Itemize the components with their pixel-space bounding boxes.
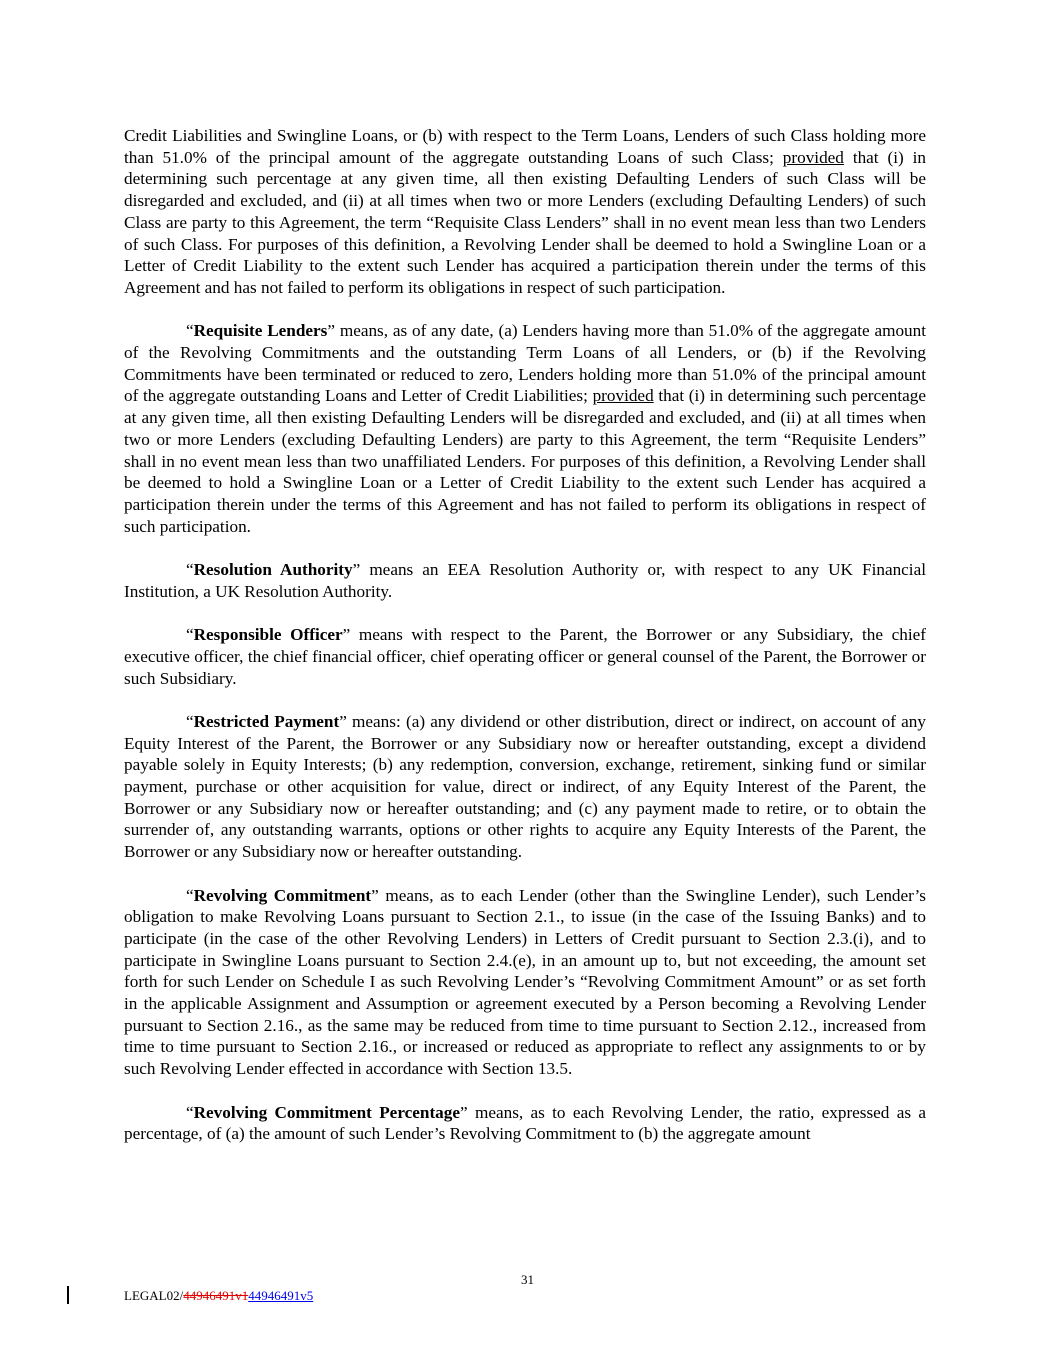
paragraph-text: that (i) in determining such percentage at any given time, all then existing Defaulting Lenders of such Class will be disregarded and excluded, and (ii) at all times when two or more Lenders (excluding Defaulting Lenders) of such Class are party to this Agreement, the term “Requisite Class Lenders” shall in no event mean less than two Lenders of such Class. For purposes of this definition, a Revolving Lender shall be deemed to hold a Swingline Loan or a Letter of Credit Liability to the extent such Lender has acquired a participation therein under the terms of this Agreement and has not failed to perform its obligations in respect of such participation. (124, 147, 926, 297)
paragraph-text: means, as to each Lender (other than the Swingline Lender), such Lender’s obligation to make Revolving Loans pursuant to Section 2.1., to issue (in the case of the Issuing Banks) and to participate (in the case of the other Revolving Lenders) in Letters of Credit pursuant to Section 2.3.(i), and to participate in Swingline Loans pursuant to Section 2.4.(e), in an amount up to, but not exceeding, the amount set forth for such Lender on Schedule I as such Revolving Lender’s “Revolving Commitment Amount” or as set forth in the applicable Assignment and Assumption or agreement executed by a Person becoming a Revolving Lender pursuant to Section 2.16., as the same may be reduced from time to time pursuant to Section 2.12., increased from time to time pursuant to Section 2.16., or increased or reduced as appropriate to reflect any assignments to or by such Revolving Lender effected in accordance with Section 13.5. (124, 885, 926, 1079)
defined-term: Responsible Officer (193, 625, 343, 645)
proviso-keyword: provided (592, 386, 654, 406)
close-quote: ” (371, 885, 379, 905)
open-quote: “ (186, 1102, 194, 1122)
paragraph-text: means, as of any date, (a) Lenders having more than 51.0% of the aggregate amount of the Revolving Commitments and the outstanding Term Loans of all Lenders, or (b) if the Revolving Commitments have been terminated or reduced to zero, Lenders holding more than 51.0% of the principal amount of the aggregate outstanding Loans and Letter of Credit Liabilities; (124, 321, 927, 406)
paragraph-text: Credit Liabilities and Swingline Loans, or (b) with respect to the Term Loans, Lenders of such Class holding more than 51.0% of the principal amount of the aggregate outstanding Loans of such Class; (124, 126, 926, 167)
page-number: 31 (521, 1272, 534, 1287)
definition-continuation-paragraph (124, 125, 926, 299)
paragraph-text: means an EEA Resolution Authority or, with respect to any UK Financial Institution, a UK Resolution Authority. (124, 560, 926, 601)
open-quote: “ (186, 321, 194, 341)
definition-responsible-officer (124, 624, 926, 689)
close-quote: ” (327, 321, 336, 341)
open-quote: “ (186, 885, 194, 905)
paragraph-text: means with respect to the Parent, the Borrower or any Subsidiary, the chief executive officer, the chief financial officer, chief operating officer or general counsel of the Parent, the Borrower or such Subsidiary. (124, 625, 926, 688)
open-quote: “ (186, 711, 194, 731)
document-page (124, 125, 926, 1167)
revision-change-bar (67, 1286, 69, 1304)
paragraph-text: that (i) in determining such percentage at any given time, all then existing Defaulting Lenders will be disregarded and excluded, and (ii) at all times when two or more Lenders (excluding Defaulting Lenders) are party to this Agreement, the term “Requisite Lenders” shall in no event mean less than two unaffiliated Lenders. For purposes of this definition, a Revolving Lender shall be deemed to hold a Swingline Loan or a Letter of Credit Liability to the extent such Lender has acquired a participation therein under the terms of this Agreement and has not failed to perform its obligations in respect of such participation. (124, 386, 926, 536)
defined-term: Resolution Authority (193, 560, 353, 580)
open-quote: “ (186, 625, 194, 645)
open-quote: “ (186, 560, 194, 580)
definition-resolution-authority (124, 559, 926, 602)
defined-term: Restricted Payment (193, 711, 340, 731)
definition-revolving-commitment-percentage (124, 1102, 926, 1145)
inserted-version-id: 44946491v5 (248, 1288, 314, 1303)
close-quote: ” (352, 560, 361, 580)
definition-requisite-lenders (124, 320, 926, 537)
deleted-version-id: 44946491v1 (183, 1288, 249, 1303)
paragraph-text: means, as to each Revolving Lender, the ratio, expressed as a percentage, of (a) the amount of such Lender’s Revolving Commitment to (b) the aggregate amount (124, 1102, 927, 1144)
close-quote: ” (339, 711, 347, 731)
close-quote: ” (460, 1102, 468, 1122)
document-id-footer (124, 1288, 313, 1304)
defined-term: Revolving Commitment (193, 885, 372, 905)
paragraph-text: means: (a) any dividend or other distribution, direct or indirect, on account of any Equity Interest of the Parent, the Borrower or any Subsidiary now or hereafter outstanding, except a dividend payable solely in Equity Interests; (b) any redemption, conversion, exchange, retirement, sinking fund or similar payment, purchase or other acquisition for value, direct or indirect, of any Equity Interest of the Parent, the Borrower or any Subsidiary now or hereafter outstanding; and (c) any payment made to retire, or to obtain the surrender of, any outstanding warrants, options or other rights to acquire any Equity Interests of the Parent, the Borrower or any Subsidiary now or hereafter outstanding. (124, 711, 926, 862)
defined-term: Revolving Commitment Percentage (193, 1102, 460, 1122)
definition-revolving-commitment (124, 885, 926, 1080)
defined-term: Requisite Lenders (193, 321, 328, 341)
doc-id-prefix: LEGAL02/ (124, 1288, 184, 1303)
proviso-keyword: provided (782, 147, 844, 167)
definition-restricted-payment (124, 711, 926, 863)
close-quote: ” (342, 625, 351, 645)
